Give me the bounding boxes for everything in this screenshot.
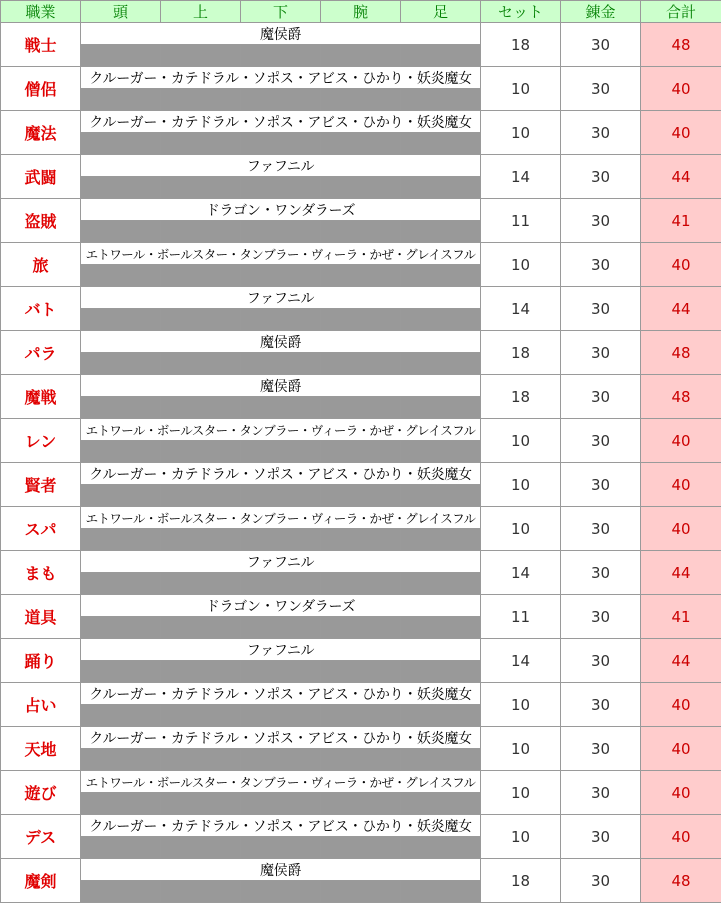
- set-name-cell: ファフニル: [81, 155, 481, 177]
- slot-upper: [161, 705, 241, 727]
- slot-foot: [401, 661, 481, 683]
- header-upper: 上: [161, 1, 241, 23]
- renkin-cell: 30: [561, 23, 641, 67]
- table-row: [1, 683, 721, 705]
- header-lower: 下: [241, 1, 321, 23]
- slot-arm: [321, 661, 401, 683]
- slot-head: [81, 837, 161, 859]
- slot-upper: [161, 881, 241, 903]
- total-cell: 40: [641, 507, 721, 551]
- slot-head: [81, 45, 161, 67]
- set-name-cell: ドラゴン・ワンダラーズ: [81, 199, 481, 221]
- job-cell: 魔法: [1, 111, 81, 155]
- total-cell: 40: [641, 815, 721, 859]
- table-row: [1, 331, 721, 353]
- header-head: 頭: [81, 1, 161, 23]
- set-name-cell: クルーガー・カテドラル・ソポス・アビス・ひかり・妖炎魔女: [81, 727, 481, 749]
- renkin-cell: 30: [561, 551, 641, 595]
- renkin-cell: 30: [561, 683, 641, 727]
- renkin-cell: 30: [561, 243, 641, 287]
- total-cell: 41: [641, 199, 721, 243]
- slot-lower: [241, 793, 321, 815]
- slot-lower: [241, 837, 321, 859]
- slot-lower: [241, 397, 321, 419]
- slot-head: [81, 221, 161, 243]
- slot-upper: [161, 397, 241, 419]
- table-row: [1, 815, 721, 837]
- job-cell: 武闘: [1, 155, 81, 199]
- set-count-cell: 10: [481, 507, 561, 551]
- slot-upper: [161, 793, 241, 815]
- table-row: [1, 463, 721, 485]
- slot-head: [81, 441, 161, 463]
- total-cell: 44: [641, 287, 721, 331]
- slot-lower: [241, 133, 321, 155]
- slot-head: [81, 661, 161, 683]
- job-cell: まも: [1, 551, 81, 595]
- slot-upper: [161, 573, 241, 595]
- set-name-cell: クルーガー・カテドラル・ソポス・アビス・ひかり・妖炎魔女: [81, 67, 481, 89]
- slot-head: [81, 133, 161, 155]
- renkin-cell: 30: [561, 67, 641, 111]
- total-cell: 40: [641, 243, 721, 287]
- header-row: [1, 1, 721, 23]
- renkin-cell: 30: [561, 507, 641, 551]
- total-cell: 40: [641, 67, 721, 111]
- slot-head: [81, 353, 161, 375]
- total-cell: 40: [641, 683, 721, 727]
- slot-arm: [321, 265, 401, 287]
- total-cell: 44: [641, 639, 721, 683]
- total-cell: 40: [641, 419, 721, 463]
- slot-head: [81, 617, 161, 639]
- slot-upper: [161, 265, 241, 287]
- slot-foot: [401, 749, 481, 771]
- table-row: [1, 639, 721, 661]
- slot-upper: [161, 45, 241, 67]
- table-row: [1, 859, 721, 881]
- set-count-cell: 18: [481, 375, 561, 419]
- total-cell: 44: [641, 551, 721, 595]
- table-row: [1, 551, 721, 573]
- renkin-cell: 30: [561, 111, 641, 155]
- slot-arm: [321, 45, 401, 67]
- slot-upper: [161, 177, 241, 199]
- slot-arm: [321, 221, 401, 243]
- slot-lower: [241, 353, 321, 375]
- slot-arm: [321, 353, 401, 375]
- set-name-cell: クルーガー・カテドラル・ソポス・アビス・ひかり・妖炎魔女: [81, 683, 481, 705]
- slot-lower: [241, 309, 321, 331]
- slot-lower: [241, 617, 321, 639]
- set-count-cell: 11: [481, 595, 561, 639]
- slot-upper: [161, 529, 241, 551]
- job-cell: バト: [1, 287, 81, 331]
- set-count-cell: 10: [481, 727, 561, 771]
- table-row: [1, 287, 721, 309]
- job-cell: 魔戦: [1, 375, 81, 419]
- slot-foot: [401, 837, 481, 859]
- renkin-cell: 30: [561, 287, 641, 331]
- slot-upper: [161, 837, 241, 859]
- slot-head: [81, 705, 161, 727]
- slot-head: [81, 793, 161, 815]
- renkin-cell: 30: [561, 155, 641, 199]
- slot-foot: [401, 793, 481, 815]
- slot-foot: [401, 353, 481, 375]
- set-count-cell: 18: [481, 859, 561, 903]
- slot-foot: [401, 441, 481, 463]
- renkin-cell: 30: [561, 375, 641, 419]
- renkin-cell: 30: [561, 199, 641, 243]
- slot-head: [81, 529, 161, 551]
- header-job: 職業: [1, 1, 81, 23]
- set-count-cell: 11: [481, 199, 561, 243]
- slot-arm: [321, 485, 401, 507]
- slot-upper: [161, 353, 241, 375]
- slot-foot: [401, 485, 481, 507]
- job-cell: 魔剣: [1, 859, 81, 903]
- slot-upper: [161, 485, 241, 507]
- slot-upper: [161, 441, 241, 463]
- slot-head: [81, 265, 161, 287]
- slot-lower: [241, 265, 321, 287]
- slot-lower: [241, 881, 321, 903]
- set-count-cell: 14: [481, 155, 561, 199]
- total-cell: 44: [641, 155, 721, 199]
- slot-foot: [401, 133, 481, 155]
- slot-lower: [241, 221, 321, 243]
- set-name-cell: エトワール・ボールスター・タンブラー・ヴィーラ・かぜ・グレイスフル: [81, 507, 481, 529]
- set-count-cell: 10: [481, 771, 561, 815]
- slot-arm: [321, 133, 401, 155]
- table-row: [1, 199, 721, 221]
- table-row: [1, 771, 721, 793]
- renkin-cell: 30: [561, 639, 641, 683]
- table-body: [1, 1, 721, 903]
- slot-upper: [161, 133, 241, 155]
- slot-arm: [321, 529, 401, 551]
- set-name-cell: ファフニル: [81, 639, 481, 661]
- slot-lower: [241, 177, 321, 199]
- slot-lower: [241, 529, 321, 551]
- table-row: [1, 67, 721, 89]
- set-name-cell: 魔侯爵: [81, 859, 481, 881]
- slot-arm: [321, 89, 401, 111]
- table-row: [1, 507, 721, 529]
- slot-upper: [161, 221, 241, 243]
- job-cell: 賢者: [1, 463, 81, 507]
- job-cell: 盗賊: [1, 199, 81, 243]
- job-cell: スパ: [1, 507, 81, 551]
- set-name-cell: 魔侯爵: [81, 331, 481, 353]
- slot-arm: [321, 749, 401, 771]
- renkin-cell: 30: [561, 419, 641, 463]
- set-count-cell: 10: [481, 683, 561, 727]
- slot-head: [81, 485, 161, 507]
- slot-foot: [401, 529, 481, 551]
- job-cell: 道具: [1, 595, 81, 639]
- renkin-cell: 30: [561, 463, 641, 507]
- job-cell: 戦士: [1, 23, 81, 67]
- slot-head: [81, 309, 161, 331]
- set-count-cell: 14: [481, 551, 561, 595]
- set-count-cell: 18: [481, 331, 561, 375]
- renkin-cell: 30: [561, 727, 641, 771]
- total-cell: 40: [641, 727, 721, 771]
- set-name-cell: ファフニル: [81, 287, 481, 309]
- job-cell: パラ: [1, 331, 81, 375]
- slot-arm: [321, 573, 401, 595]
- table-row: [1, 243, 721, 265]
- slot-lower: [241, 45, 321, 67]
- renkin-cell: 30: [561, 859, 641, 903]
- renkin-cell: 30: [561, 595, 641, 639]
- table-row: [1, 111, 721, 133]
- total-cell: 40: [641, 463, 721, 507]
- total-cell: 40: [641, 771, 721, 815]
- header-arm: 腕: [321, 1, 401, 23]
- slot-head: [81, 881, 161, 903]
- set-name-cell: 魔侯爵: [81, 23, 481, 45]
- slot-arm: [321, 309, 401, 331]
- table-row: [1, 419, 721, 441]
- table-row: [1, 375, 721, 397]
- set-count-cell: 10: [481, 419, 561, 463]
- slot-foot: [401, 265, 481, 287]
- slot-head: [81, 397, 161, 419]
- slot-lower: [241, 89, 321, 111]
- slot-head: [81, 749, 161, 771]
- slot-arm: [321, 397, 401, 419]
- total-cell: 40: [641, 111, 721, 155]
- header-foot: 足: [401, 1, 481, 23]
- renkin-cell: 30: [561, 771, 641, 815]
- set-count-cell: 10: [481, 243, 561, 287]
- job-cell: 遊び: [1, 771, 81, 815]
- slot-lower: [241, 573, 321, 595]
- slot-upper: [161, 617, 241, 639]
- slot-foot: [401, 221, 481, 243]
- slot-lower: [241, 485, 321, 507]
- set-name-cell: クルーガー・カテドラル・ソポス・アビス・ひかり・妖炎魔女: [81, 815, 481, 837]
- renkin-cell: 30: [561, 331, 641, 375]
- slot-foot: [401, 397, 481, 419]
- set-count-cell: 14: [481, 639, 561, 683]
- table-row: [1, 727, 721, 749]
- slot-arm: [321, 177, 401, 199]
- set-count-cell: 18: [481, 23, 561, 67]
- table-row: [1, 155, 721, 177]
- set-count-cell: 10: [481, 463, 561, 507]
- slot-foot: [401, 177, 481, 199]
- slot-foot: [401, 45, 481, 67]
- slot-arm: [321, 705, 401, 727]
- job-cell: デス: [1, 815, 81, 859]
- total-cell: 48: [641, 23, 721, 67]
- set-name-cell: 魔侯爵: [81, 375, 481, 397]
- slot-foot: [401, 89, 481, 111]
- slot-foot: [401, 309, 481, 331]
- slot-arm: [321, 793, 401, 815]
- table-row: [1, 23, 721, 45]
- total-cell: 48: [641, 331, 721, 375]
- slot-lower: [241, 749, 321, 771]
- slot-arm: [321, 617, 401, 639]
- slot-upper: [161, 749, 241, 771]
- set-count-cell: 10: [481, 815, 561, 859]
- slot-foot: [401, 573, 481, 595]
- slot-arm: [321, 837, 401, 859]
- total-cell: 48: [641, 859, 721, 903]
- set-name-cell: ファフニル: [81, 551, 481, 573]
- slot-upper: [161, 89, 241, 111]
- slot-lower: [241, 661, 321, 683]
- set-name-cell: クルーガー・カテドラル・ソポス・アビス・ひかり・妖炎魔女: [81, 463, 481, 485]
- slot-lower: [241, 705, 321, 727]
- renkin-cell: 30: [561, 815, 641, 859]
- set-name-cell: クルーガー・カテドラル・ソポス・アビス・ひかり・妖炎魔女: [81, 111, 481, 133]
- slot-head: [81, 177, 161, 199]
- slot-head: [81, 89, 161, 111]
- slot-foot: [401, 617, 481, 639]
- slot-head: [81, 573, 161, 595]
- slot-foot: [401, 881, 481, 903]
- job-cell: 僧侶: [1, 67, 81, 111]
- total-cell: 48: [641, 375, 721, 419]
- set-count-cell: 14: [481, 287, 561, 331]
- slot-arm: [321, 441, 401, 463]
- header-total: 合計: [641, 1, 721, 23]
- job-cell: 踊り: [1, 639, 81, 683]
- job-cell: 占い: [1, 683, 81, 727]
- header-set: セット: [481, 1, 561, 23]
- table-row: [1, 595, 721, 617]
- job-cell: 旅: [1, 243, 81, 287]
- slot-arm: [321, 881, 401, 903]
- header-renkin: 錬金: [561, 1, 641, 23]
- job-cell: レン: [1, 419, 81, 463]
- total-cell: 41: [641, 595, 721, 639]
- slot-lower: [241, 441, 321, 463]
- set-count-cell: 10: [481, 111, 561, 155]
- set-name-cell: エトワール・ボールスター・タンブラー・ヴィーラ・かぜ・グレイスフル: [81, 243, 481, 265]
- set-name-cell: ドラゴン・ワンダラーズ: [81, 595, 481, 617]
- set-name-cell: エトワール・ボールスター・タンブラー・ヴィーラ・かぜ・グレイスフル: [81, 419, 481, 441]
- job-cell: 天地: [1, 727, 81, 771]
- slot-upper: [161, 309, 241, 331]
- slot-upper: [161, 661, 241, 683]
- slot-foot: [401, 705, 481, 727]
- set-name-cell: エトワール・ボールスター・タンブラー・ヴィーラ・かぜ・グレイスフル: [81, 771, 481, 793]
- set-count-cell: 10: [481, 67, 561, 111]
